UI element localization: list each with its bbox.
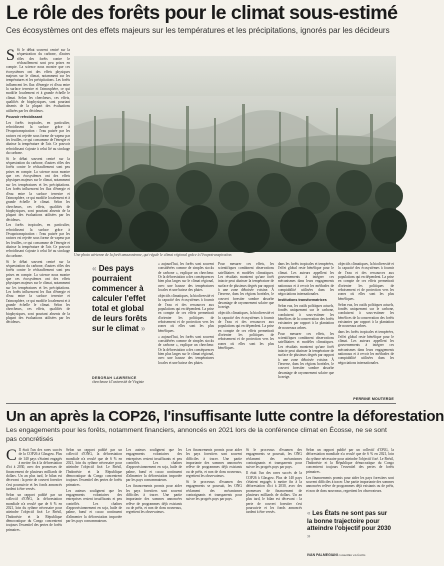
article1-col1b-text: Les forêts tropicales, en particulier, refroidissent la surface grâce à l'évapotranspiration : l'eau puisée par les racines est rejetée sous forme de vapeur par les feuilles, ce qui consomme de l'énergie et abaisse la température de l'air. Ce pouvoir refroidissant s'ajoute à celui lié au stockage du carbone. [6,120,70,155]
article2-col2-text-b: Selon un rapport publié par un collectif d'ONG, la déforestation mondiale n'a reculé que de 6 % en 2021, loin du rythme nécessaire pour atteindre l'objectif fixé. Le Brésil, l'Indonésie et la République démocratique du Congo concentrent toujours l'essentiel des pertes de forêts primaires. [306,448,394,474]
pull-quote-author-role: chercheuse à l'université de Virginie [92,380,144,385]
article1-col2-text-repeat: « aujourd'hui, les forêts sont souvent considérées comme de simples stocks de carbone », explique un chercheur. Or la déforestation a des conséquences bien plus larges sur le climat régional, avec une hausse des températures locales et une baisse des pluies. [158,334,214,365]
article1-headline: Le rôle des forêts pour le climat sous-estimé [6,2,398,24]
article1-col1-text-repeat-2: Si le débat souvent centré sur la séquestration du carbone, d'autres rôles des forêts contre le réchauffement sont peu prises en compte. La science nous montre que ces écosystèmes ont des effets physiques majeurs sur le climat, notamment sur les températures et les précipitations. Les forêts influencent les flux d'énergie et d'eau entre la surface terrestre et l'atmosphère, ce qui modifie localement et à grande échelle le climat. Selon les chercheurs, ces effets, qualifiés de biophysiques, sont pourtant absents de la plupart des évaluations utilisées par les décideurs. [6,259,70,325]
article2-col2-text-a: Selon un rapport publié par un collectif d'ONG, la déforestation mondiale n'a reculé que de 6 % en 2021, loin du rythme nécessaire pour atteindre l'objectif fixé. Le Brésil, l'Indonésie et la République démocratique du Congo concentrent toujours l'essentiel des pertes de forêts primaires. [6,492,62,532]
quote2-mark-open: « [307,510,311,517]
quote2-mark-close: » [307,532,311,540]
article1-column-3 [218,262,274,396]
article2-col4-text: Les financements promis pour aider les pays forestiers sont souvent difficiles à tracer. Une partie importante des sommes annoncées relève de programmes déjà existants ou de prêts, et non de dons nouveaux, regrettent les observateurs. [186,448,242,479]
article2-column-1 [6,448,62,563]
article1-col2-text: « aujourd'hui, les forêts sont souvent considérées comme de simples stocks de carbone », explique un chercheur. Or la déforestation a des conséquences bien plus larges sur le climat régional, avec une hausse des températures locales et une baisse des pluies. [158,262,214,293]
article1-column-4 [278,262,334,396]
forest-image [74,56,396,252]
article2-col2-text: Selon un rapport publié par un collectif d'ONG, la déforestation mondiale n'a reculé que de 6 % en 2021, loin du rythme nécessaire pour atteindre l'objectif fixé. Le Brésil, l'Indonésie et la République démocratique du Congo concentrent toujours l'essentiel des pertes de forêts primaires. [66,448,122,487]
article1-col1-text-repeat: Si le débat souvent centré sur la séquestration du carbone, d'autres rôles des forêts contre le réchauffement sont peu prises en compte. La science nous montre que ces écosystèmes ont des effets physiques majeurs sur le climat, notamment sur les températures et les précipitations. Les forêts influencent les flux d'énergie et d'eau entre la surface terrestre et l'atmosphère, ce qui modifie localement et à grande échelle le climat. Selon les chercheurs, ces effets, qualifiés de biophysiques, sont pourtant absents de la plupart des évaluations utilisées par les décideurs. [6,156,70,222]
article1-deck: Ces écosystèmes ont des effets majeurs sur les températures et les précipitations, ignorés par les décideurs [6,26,390,35]
article2-headline: Un an après la COP26, l'insuffisante lutte contre la déforestation [6,408,444,425]
article1-col5-text: dans les forêts tropicales et tempérées, l'effet global reste bénéfique pour le climat. Les auteurs appellent les gouvernements à intégrer ces mécanismes dans leurs engagements nationaux et à revoir les méthodes de comptabilité utilisées dans les négociations internationales. [278,262,334,297]
article1-col4-text-b: Pour mesurer ces effets, les scientifiques combinent observations satellitaires et modèles climatiques. Les résultats montrent qu'une forêt intacte peut abaisser la température de surface de plusieurs degrés par rapport à une zone déboisée voisine. À l'inverse, dans les régions boréales, le couvert forestier sombre absorbe davantage de rayonnement solaire que la neige. [278,331,334,380]
article2-col4-text-a: Les financements promis pour aider les pays forestiers sont souvent difficiles à tracer. Une partie importante des sommes annoncées relève de programmes déjà existants ou de prêts, et non de dons nouveaux, regrettent les observateurs. [126,484,182,515]
article2-pull-quote-author-name: IVAN PALMEGIANI [307,553,338,557]
article1-col1-text: Si le débat souvent centré sur la séquestration du carbone, d'autres rôles des forêts contre le réchauffement sont peu prises en compte. La science nous montre que ces écosystèmes ont des effets physiques majeurs sur le climat, notamment sur les températures et les précipitations. Les forêts influencent les flux d'énergie et d'eau entre la surface terrestre et l'atmosphère, ce qui modifie localement et à grande échelle le climat. Selon les chercheurs, ces effets, qualifiés de biophysiques, sont pourtant absents de la plupart des évaluations utilisées par les décideurs. [6,48,70,113]
pull-quote-author [92,376,152,385]
article2-col5-text: Si le processus d'examen des engagements se poursuit, les ONG réclament des mécanismes contraignants et transparents pour suivre les progrès pays par pays. [246,448,302,470]
article1-column-5 [338,262,394,396]
dropcap: S [6,47,15,64]
article1-col3-text-c: objectifs climatiques, la biodiversité et la capacité des écosystèmes à fournir de l'eau et des ressources aux populations qui en dépendent. La prise en compte de ces effets permettrait d'orienter les politiques de reboisement et de protection vers les zones où elles sont les plus bénéfiques. [338,262,394,301]
article1-signature: PERRINE MOUTERDE [353,397,394,401]
pull-quote-text: Des pays pourraient commencer à calculer l'effet total et global de leurs forêts sur le climat [92,264,148,333]
article1-col5-subhead: Institutions transformatrices [278,298,327,303]
article2-pull-quote-author-role: conseiller en forêts [338,553,366,557]
forest-photo [74,56,396,252]
quote-mark-open: « [92,264,97,273]
pull-quote [92,264,152,334]
article1-col1b-text-repeat: Les forêts tropicales, en particulier, refroidissent la surface grâce à l'évapotranspiration : l'eau puisée par les racines est rejetée sous forme de vapeur par les feuilles, ce qui consomme de l'énergie et abaisse la température de l'air. Ce pouvoir refroidissant s'ajoute à celui lié au stockage du carbone. [6,223,70,258]
section-divider [6,403,396,404]
article2-col4-text-b: Les financements promis pour aider les pays forestiers sont souvent difficiles à tracer. Une partie importante des sommes annoncées relève de programmes déjà existants ou de prêts, et non de dons nouveaux, regrettent les observateurs. [306,475,394,493]
article2-col1-text-b: Il était l'un des rares succès de la COP26 à Glasgow. Plus de 140 pays s'étaient engagés à mettre fin à la déforestation d'ici à 2030, avec des promesses de financement de plusieurs milliards de dollars. Un an plus tard, le bilan est décevant : la perte de couvert forestier s'est poursuivie et les fonds annoncés tardent à être versés. [246,471,302,515]
quote-mark-close: » [140,324,146,333]
article2-column-3 [126,448,182,563]
article2-col5-text-a: Si le processus d'examen des engagements se poursuit, les ONG réclament des mécanismes contraignants et transparents pour suivre les progrès pays par pays. [186,479,242,502]
article1-col3-text: objectifs climatiques, la biodiversité et la capacité des écosystèmes à fournir de l'eau et des ressources aux populations qui en dépendent. La prise en compte de ces effets permettrait d'orienter les politiques de reboisement et de protection vers les zones où elles sont les plus bénéfiques. [158,293,214,333]
article1-col5-text-b: dans les forêts tropicales et tempérées, l'effet global reste bénéfique pour le climat. Les auteurs appellent les gouvernements à intégrer ces mécanismes dans leurs engagements nationaux et à revoir les méthodes de comptabilité utilisées dans les négociations internationales. [338,330,394,365]
article2-pull-quote-author [307,553,391,557]
article1-col1-subhead: Pouvoir refroidissant [6,114,43,119]
article2-pull-quote [307,510,391,540]
article1-col3-text-b: objectifs climatiques, la biodiversité et la capacité des écosystèmes à fournir de l'eau et des ressources aux populations qui en dépendent. La prise en compte de ces effets permettrait d'orienter les politiques de reboisement et de protection vers les zones où elles sont les plus bénéfiques. [218,311,274,351]
article2-col3-text: Les auteurs soulignent que les engagements volontaires des entreprises restent insuffisants et peu contrôlés. Les chaînes d'approvisionnement en soja, huile de palme, bœuf et cacao continuent d'alimenter la déforestation importée par les pays consommateurs. [126,448,182,483]
article2-col3-text-a: Les auteurs soulignent que les engagements volontaires des entreprises restent insuffisants et peu contrôlés. Les chaînes d'approvisionnement en soja, huile de palme, bœuf et cacao continuent d'alimenter la déforestation importée par les pays consommateurs. [66,488,122,523]
article1-column-2 [158,262,214,396]
pull-quote-author-name: DEBORAH LAWRENCE [92,376,137,380]
article2-column-4 [186,448,242,563]
article1-col4-text: Pour mesurer ces effets, les scientifiques combinent observations satellitaires et modèles climatiques. Les résultats montrent qu'une forêt intacte peut abaisser la température de surface de plusieurs degrés par rapport à une zone déboisée voisine. À l'inverse, dans les régions boréales, le couvert forestier sombre absorbe davantage de rayonnement solaire que la neige. [218,262,274,310]
article1-col5b-text-b: Selon eux, les outils politiques actuels, fondés uniquement sur le carbone, conduisent à sous-estimer les bénéfices de la conservation des forêts existantes par rapport à la plantation de nouveaux arbres. [338,302,394,329]
article1-col5b-text: Selon eux, les outils politiques actuels, fondés uniquement sur le carbone, conduisent à sous-estimer les bénéfices de la conservation des forêts existantes par rapport à la plantation de nouveaux arbres. [278,304,334,330]
article2-pull-quote-text: Les États ne sont pas sur la bonne trajectoire pour atteindre l'objectif pour 2030 [307,510,391,533]
article1-column-1 [6,48,70,398]
article2-dropcap: C [6,447,17,464]
article2-col1-text: Il était l'un des rares succès de la COP26 à Glasgow. Plus de 140 pays s'étaient engagés à mettre fin à la déforestation d'ici à 2030, avec des promesses de financement de plusieurs milliards de dollars. Un an plus tard, le bilan est décevant : la perte de couvert forestier s'est poursuivie et les fonds annoncés tardent à être versés. [6,448,62,492]
article2-column-5 [246,448,302,563]
article2-column-2 [66,448,122,563]
photo-caption: Une photo aérienne de la forêt amazonienne, qui régule le climat régional grâce à l'évapotranspiration. [74,253,233,257]
article2-deck: Les engagements pour les forêts, notamment financiers, annoncés en 2021 lors de la conférence climat en Écosse, ne se sont pas concrétisés [6,427,387,443]
article2-column-6 [306,448,394,506]
